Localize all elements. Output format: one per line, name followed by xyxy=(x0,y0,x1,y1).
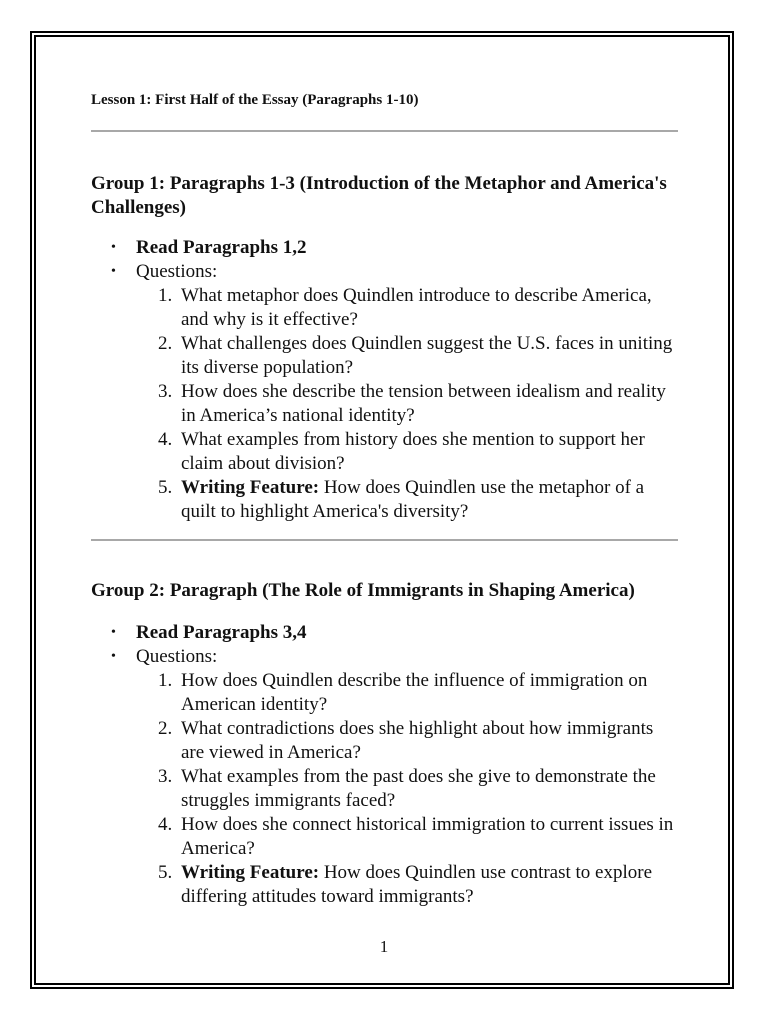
page-number: 1 xyxy=(379,937,389,956)
question-number: 1. xyxy=(158,670,173,691)
group-1-list xyxy=(91,236,681,524)
question-text: How does Quindlen use contrast to explore differing attitudes toward immigrants? xyxy=(181,862,653,907)
question-text: What metaphor does Quindlen introduce to describe America, and why is it effective? xyxy=(181,285,652,330)
group-2-read-label: Read Paragraphs 3,4 xyxy=(136,622,307,643)
question-text: What examples from the past does she give to demonstrate the struggles immigrants faced? xyxy=(181,766,656,811)
group-1-questions-label: Questions: xyxy=(136,261,218,282)
bullet-icon: • xyxy=(111,240,116,255)
question-item xyxy=(136,284,681,332)
question-item xyxy=(136,765,681,813)
question-number: 3. xyxy=(158,381,173,402)
group-1-questions xyxy=(136,284,681,524)
divider-top xyxy=(91,130,678,132)
question-item xyxy=(136,717,681,765)
question-number: 2. xyxy=(158,333,173,354)
question-item xyxy=(136,476,681,524)
question-item xyxy=(136,813,681,861)
group-1-read-item xyxy=(91,236,681,260)
group-1-questions-item xyxy=(91,260,681,524)
group-1-heading: Group 1: Paragraphs 1-3 (Introduction of the Metaphor and America's Challenges) xyxy=(91,173,667,218)
writing-feature-label: Writing Feature: xyxy=(181,477,320,498)
question-number: 1. xyxy=(158,285,173,306)
question-text: What contradictions does she highlight about how immigrants are viewed in America? xyxy=(181,718,654,763)
group-2-questions xyxy=(136,669,681,909)
lesson-title: Lesson 1: First Half of the Essay (Paragraphs 1-10) xyxy=(91,92,419,108)
question-item xyxy=(136,380,681,428)
question-number: 2. xyxy=(158,718,173,739)
question-text: What examples from history does she mention to support her claim about division? xyxy=(181,429,645,474)
question-text: What challenges does Quindlen suggest the U.S. faces in uniting its diverse population? xyxy=(181,333,673,378)
group-2-questions-item xyxy=(91,645,681,909)
group-1-read-label: Read Paragraphs 1,2 xyxy=(136,237,307,258)
question-item xyxy=(136,861,681,909)
question-number: 5. xyxy=(158,862,173,883)
divider-middle xyxy=(91,539,678,541)
question-text: How does she describe the tension between idealism and reality in America’s national identity? xyxy=(181,381,666,426)
question-number: 3. xyxy=(158,766,173,787)
question-item xyxy=(136,428,681,476)
group-2-read-item xyxy=(91,621,681,645)
question-item xyxy=(136,332,681,380)
group-2-list xyxy=(91,621,681,909)
question-number: 4. xyxy=(158,814,173,835)
bullet-icon: • xyxy=(111,649,116,664)
question-text: How does Quindlen describe the influence of immigration on American identity? xyxy=(181,670,648,715)
question-item xyxy=(136,669,681,717)
question-text: How does Quindlen use the metaphor of a quilt to highlight America's diversity? xyxy=(181,477,645,522)
writing-feature-label: Writing Feature: xyxy=(181,862,320,883)
question-number: 5. xyxy=(158,477,173,498)
question-text: How does she connect historical immigration to current issues in America? xyxy=(181,814,674,859)
bullet-icon: • xyxy=(111,625,116,640)
question-number: 4. xyxy=(158,429,173,450)
bullet-icon: • xyxy=(111,264,116,279)
group-2-heading: Group 2: Paragraph (The Role of Immigrants in Shaping America) xyxy=(91,580,635,601)
group-2-questions-label: Questions: xyxy=(136,646,218,667)
